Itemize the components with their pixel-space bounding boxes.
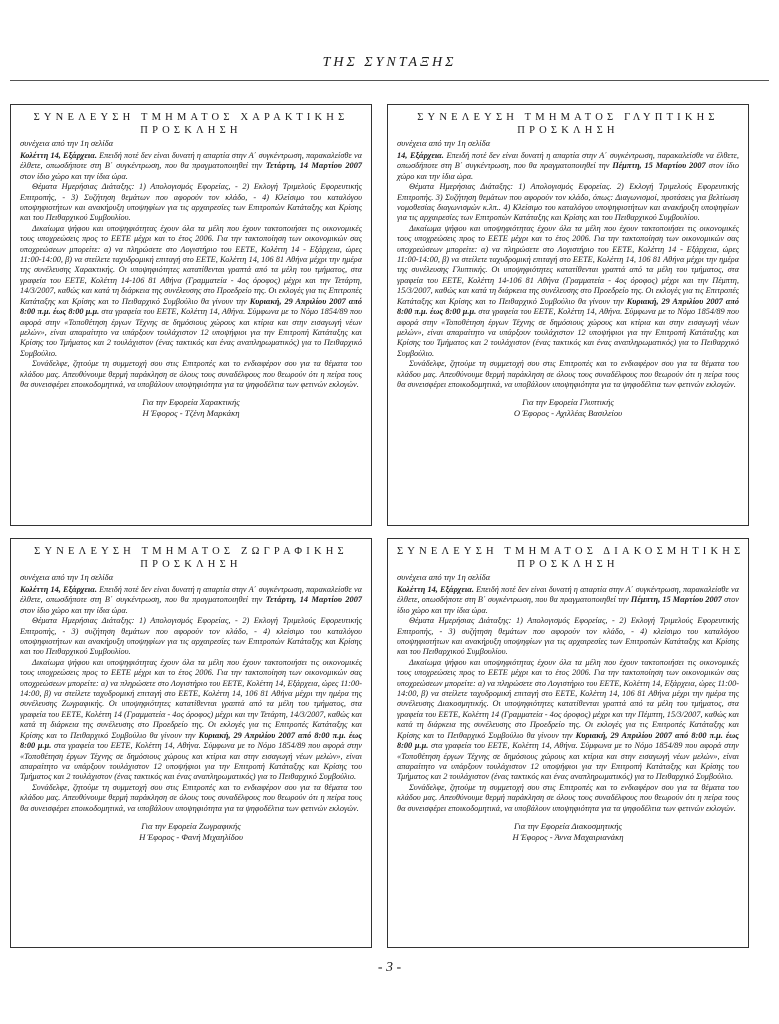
notice-subtitle: ΠΡΟΣΚΛΗΣΗ	[140, 125, 242, 136]
paragraph-text: στα γραφεία του ΕΕΤΕ, Κολέττη 14, Αθήνα. Σύμφωνα με το Νόμο 1854/89 που αφορά στην «Τοποθέτηση έργων Τέχνης σε δημόσιους χώρους και κτίρια και στην εισαγωγή νέων μελών», είναι απαραίτητο να υπάρξουν τουλάχιστον 12 υποψήφιοι για την Επιτροπή Κατάταξης και Κρίσης του Τμήματος και 2 τουλάχιστον (ένας τακτικός και ένας αναπληρωματικός) για το Πειθαρχικό Συμβούλιο.	[397, 741, 739, 782]
address-bold: Κολέττη 14, Εξάρχεια.	[397, 585, 474, 594]
meeting-date: Τετάρτη, 14 Μαρτίου 2007	[265, 161, 362, 171]
voting-paragraph	[20, 658, 362, 783]
meeting-date: Πέμπτη, 15 Μαρτίου 2007	[612, 161, 706, 171]
signature-line: Για την Εφορεία Γλυπτικής	[522, 397, 614, 408]
notice-box-sculpture	[387, 104, 749, 526]
appeal-paragraph: Συνάδελφε, ζητούμε τη συμμετοχή σου στις Επιτροπές και το ενδιαφέρον σου για τα θέματα του κλάδου μας. Απευθύνουμε θερμή παράκληση σε όλους τους συναδέλφους που θεωρούν ότι η πείρα τους θα συνεισφέρει εποικοδομητικά, να υποβάλουν υποψηφιότητα για τα ψηφοδέλτια των φετινών εκλογών.	[397, 359, 739, 389]
notice-subtitle: ΠΡΟΣΚΛΗΣΗ	[517, 559, 619, 570]
election-date: Κυριακή, 29 Απριλίου 2007 από 8:00 π.μ. έως 8:00 μ.μ.	[397, 296, 739, 317]
address-bold: 14, Εξάρχεια.	[397, 151, 444, 160]
paragraph-text: Επειδή ποτέ δεν είναι δυνατή η απαρτία στην Α΄ συγκέντρωση, παρακαλείσθε να έλθετε, οπωσδήποτε στη Β΄ συγκέντρωση, που θα πραγματοποιηθεί την	[397, 151, 739, 171]
agenda-paragraph: Θέματα Ημερήσιας Διάταξης: 1) Απολογισμός Εφορείας, - 2) Εκλογή Τριμελούς Εφορευτικής Επιτροπής, - 3) Συζήτηση θεμάτων που αφορούν τον κλάδο, - 4) Κλείσιμο του καταλόγου υποψηφιοτήτων και ανακήρυξη υποψηφίων για τις αρχαιρεσίες των Επιτροπών Κατάταξης και Κρίσης και του Πειθαρχικού Συμβουλίου.	[20, 182, 362, 223]
voting-paragraph	[397, 224, 739, 359]
election-date: Κυριακή, 29 Απριλίου 2007 από 8:00 π.μ. έως 8:00 μ.μ.	[397, 730, 739, 751]
election-date: Κυριακή, 29 Απριλίου 2007 από 8:00 π.μ. έως 8:00 μ.μ.	[20, 296, 362, 317]
notice-title: ΣΥΝΕΛΕΥΣΗ ΤΜΗΜΑΤΟΣ ΧΑΡΑΚΤΙΚΗΣ	[33, 112, 349, 123]
meeting-date: Πέμπτη, 15 Μαρτίου 2007	[630, 595, 722, 605]
header-rule	[10, 80, 769, 81]
notice-paragraph	[20, 151, 362, 182]
paragraph-text: Δικαίωμα ψήφου και υποψηφιότητας έχουν όλα τα μέλη που έχουν τακτοποιήσει τις οικονομικές τους υποχρεώσεις προς το ΕΕΤΕ μέχρι και το έτος 2006. Για την τακτοποίηση των οικονομικών σας υποχρεώσεων μπορείτε: α) να πληρώσετε στο Λογιστήριο του ΕΕΤΕ, Κολέττη 14 - Εξάρχεια, ώρες 11:00-14:00, β) να στείλετε ταχυδρομική επιταγή στο ΕΕΤΕ, Κολέττη 14, 106 81 Αθήνα μέχρι την ημέρα της συνέλευσης Γλυπτικής. Οι υποψηφιότητες κατατίθενται γραπτά από τα μέλη του τμήματος, στα γραφεία του ΕΕΤΕ, Κολέττη 14-106 81 Αθήνα (Γραμματεία - 4ος όροφος) μέχρι και την Πέμπτη, 15/3/2007, καθώς και κατά τη διάρκεια της συνέλευσης στο Προεδρείο της. Οι εκλογές για τις Επιτροπές Κατάταξης και Κρίσης και το Πειθαρχικό Συμβούλιο θα γίνουν την	[397, 223, 739, 306]
paragraph-text: Επειδή ποτέ δεν είναι δυνατή η απαρτία στην Α΄ συγκέντρωση, παρακαλείσθε να έλθετε, οπωσδήποτε στη Β΄ συγκέντρωση, που θα πραγματοποιηθεί την	[397, 585, 739, 605]
voting-paragraph	[20, 224, 362, 359]
appeal-paragraph: Συνάδελφε, ζητούμε τη συμμετοχή σου στις Επιτροπές και το ενδιαφέρον σου για τα θέματα του κλάδου μας. Απευθύνουμε θερμή παράκληση σε όλους τους συναδέλφους που θεωρούν ότι η πείρα τους θα συνεισφέρει εποικοδομητικά, να υποβάλουν υποψηφιότητα για τα ψηφοδέλτια των φετινών εκλογών.	[20, 359, 362, 389]
signature	[397, 821, 739, 843]
paragraph-text: στα γραφεία του ΕΕΤΕ, Κολέττη 14, Αθήνα. Σύμφωνα με το Νόμο 1854/89 που αφορά στην «Τοποθέτηση έργων Τέχνης σε δημόσιους χώρους και κτίρια και στην εισαγωγή νέων μελών», είναι απαραίτητο να υπάρξουν τουλάχιστον 12 υποψήφιοι για την Επιτροπή Κατάταξης και Κρίσης του Τμήματος και 2 τουλάχιστον (ένας τακτικός και ένας αναπληρωματικός) για το Πειθαρχικό Συμβούλιο.	[20, 741, 362, 782]
paragraph-text: Δικαίωμα ψήφου και υποψηφιότητας έχουν όλα τα μέλη που έχουν τακτοποιήσει τις οικονομικές τους υποχρεώσεις προς το ΕΕΤΕ μέχρι και το έτος 2006. Για την τακτοποίηση των οικονομικών σας υποχρεώσεων μπορείτε: α) να πληρώσετε στο Λογιστήριο του ΕΕΤΕ, Κολέττη 14, Εξάρχεια, ώρες 11:00-14:00, β) να στείλετε ταχυδρομική επιταγή στο ΕΕΤΕ, Κολέττη 14, 106 81 Αθήνα μέχρι την ημέρα της συνέλευσης Διακοσμητικής. Οι υποψηφιότητες κατατίθενται γραπτά από τα μέλη του τμήματος, στα γραφεία του ΕΕΤΕ, Κολέττη 14 (Γραμματεία - 4ος όροφος) μέχρι και την Πέμπτη, 15/3/2007, καθώς και κατά τη διάρκεια της συνέλευσης στο Προεδρείο της. Οι εκλογές για τις Επιτροπές Κατάταξης και Κρίσης και το Πειθαρχικό Συμβούλιο θα γίνουν την	[397, 657, 739, 740]
paragraph-text: στον ίδιο χώρο και την ίδια ώρα.	[20, 171, 128, 181]
meeting-date: Τετάρτη, 14 Μαρτίου 2007	[265, 595, 362, 605]
agenda-paragraph: Θέματα Ημερήσιας Διάταξης: 1) Απολογισμός Εφορείας, - 2) Εκλογή Τριμελούς Εφορευτικής Επιτροπής, - 3) συζήτηση θεμάτων που αφορούν τον κλάδο, - 4) κλείσιμο του καταλόγου υποψηφιοτήτων και ανακήρυξη υποψηφίων για τις αρχαιρεσίες των Επιτροπών Κατάταξης και Κρίσης και του Πειθαρχικού Συμβουλίου.	[20, 616, 362, 657]
paragraph-text: Δικαίωμα ψήφου και υποψηφιότητας έχουν όλα τα μέλη που έχουν τακτοποιήσει τις οικονομικές τους υποχρεώσεις προς το ΕΕΤΕ μέχρι και το έτος 2006. Για την τακτοποίηση των οικονομικών σας υποχρεώσεων μπορείτε: α) να πληρώσετε στο Λογιστήριο του ΕΕΤΕ, Κολέττη 14 - Εξάρχεια, ώρες 11:00-14:00, β) να στείλετε ταχυδρομική επιταγή στο ΕΕΤΕ, Κολέττη 14, 106 81 Αθήνα μέχρι την ημέρα της συνέλευσης Χαρακτικής. Οι υποψηφιότητες κατατίθενται γραπτά από τα μέλη του τμήματος, στα γραφεία του ΕΕΤΕ, Κολέττη 14-106 81 Αθήνα (Γραμματεία - 4ος όροφος) μέχρι και την Τετάρτη, 14/3/2007, καθώς και κατά τη διάρκεια της συνέλευσης στο Προεδρείο της. Οι εκλογές για τις Επιτροπές Κατάταξης και Κρίσης και το Πειθαρχικό Συμβούλιο θα γίνουν την	[20, 223, 362, 306]
page-number: - 3 -	[377, 960, 402, 975]
running-head: ΤΗΣ ΣΥΝΤΑΞΗΣ	[322, 55, 457, 70]
notice-box-painting	[10, 538, 372, 948]
paragraph-text: στον ίδιο χώρο και την ίδια ώρα.	[20, 605, 128, 615]
notice-box-engraving	[10, 104, 372, 526]
continued-note: συνέχεια από την 1η σελίδα	[397, 572, 491, 582]
signature	[20, 821, 362, 843]
signature	[397, 397, 739, 419]
notice-title: ΣΥΝΕΛΕΥΣΗ ΤΜΗΜΑΤΟΣ ΔΙΑΚΟΣΜΗΤΙΚΗΣ	[397, 546, 745, 557]
signature-name: Ο Έφορος - Αχιλλέας Βασιλείου	[513, 408, 623, 419]
address-bold: Κολέττη 14, Εξάρχεια.	[20, 585, 97, 594]
appeal-paragraph: Συνάδελφε, ζητούμε τη συμμετοχή σου στις Επιτροπές και το ενδιαφέρον σου για τα θέματα του κλάδου μας. Απευθύνουμε θερμή παράκληση σε όλους τους συναδέλφους που θεωρούν ότι η πείρα τους θα συνεισφέρει εποικοδομητικά, να υποβάλουν υποψηφιότητα για τα ψηφοδέλτια των φετινών εκλογών.	[20, 782, 362, 813]
signature-line: Για την Εφορεία Χαρακτικής	[142, 397, 240, 408]
notice-subtitle: ΠΡΟΣΚΛΗΣΗ	[140, 559, 242, 570]
paragraph-text: στα γραφεία του ΕΕΤΕ, Κολέττη 14, Αθήνα. Σύμφωνα με το Νόμο 1854/89 που αφορά στην «Τοποθέτηση έργων Τέχνης σε δημόσιους χώρους και κτίρια και στην εισαγωγή νέων μελών», είναι απαραίτητο να υπάρξουν τουλάχιστον 12 υποψήφιοι για την Επιτροπή Κατάταξης και Κρίσης του Τμήματος και 2 τουλάχιστον (ένας τακτικός και ένας αναπληρωματικός) για το Πειθαρχικό Συμβούλιο.	[397, 307, 739, 358]
appeal-paragraph: Συνάδελφε, ζητούμε τη συμμετοχή σου στις Επιτροπές και το ενδιαφέρον σου για τα θέματα του κλάδου μας. Απευθύνουμε θερμή παράκληση σε όλους τους συναδέλφους που θεωρούν ότι η πείρα τους θα συνεισφέρει εποικοδομητικά, να υποβάλουν υποψηφιότητα για τα ψηφοδέλτια των φετινών εκλογών.	[397, 782, 739, 813]
signature	[20, 397, 362, 419]
address-bold: Κολέττη 14, Εξάρχεια.	[20, 151, 97, 160]
signature-line: Για την Εφορεία Διακοσμητικής	[514, 820, 622, 831]
paragraph-text: Επειδή ποτέ δεν είναι δυνατή η απαρτία στην Α΄ συγκέντρωση, παρακαλείσθε να έλθετε, οπωσδήποτε στη Β΄ συγκέντρωση, που θα πραγματοποιηθεί την	[20, 151, 362, 171]
notice-box-decorative	[387, 538, 749, 948]
paragraph-text: στον ίδιο χώρο και την ίδια ώρα.	[397, 161, 739, 181]
paragraph-text: στα γραφεία του ΕΕΤΕ, Κολέττη 14, Αθήνα. Σύμφωνα με το Νόμο 1854/89 που αφορά στην «Τοποθέτηση έργων Τέχνης σε δημόσιους χώρους και κτίρια και στην εισαγωγή νέων μελών», είναι απαραίτητο να υπάρξουν τουλάχιστον 12 υποψήφιοι για την Επιτροπή Κατάταξης και Κρίσης του Τμήματος και 2 τουλάχιστον (ένας τακτικός και ένας αναπληρωματικός) για το Πειθαρχικό Συμβούλιο.	[20, 307, 362, 358]
notice-title: ΣΥΝΕΛΕΥΣΗ ΤΜΗΜΑΤΟΣ ΓΛΥΠΤΙΚΗΣ	[417, 112, 719, 123]
continued-note: συνέχεια από την 1η σελίδα	[20, 572, 114, 582]
agenda-paragraph: Θέματα Ημερήσιας Διάταξης: 1) Απολογισμός Εφορείας, - 2) Εκλογή Τριμελούς Εφορευτικής Επιτροπής, - 3) συζήτηση θεμάτων που αφορούν τον κλάδο, - 4) κλείσιμο του καταλόγου υποψηφιοτήτων και ανακήρυξη υποψηφίων για τις αρχαιρεσίες των Επιτροπών Κατάταξης και Κρίσης και του Πειθαρχικού Συμβουλίου.	[397, 616, 739, 657]
paragraph-text: Δικαίωμα ψήφου και υποψηφιότητας έχουν όλα τα μέλη που έχουν τακτοποιήσει τις οικονομικές τους υποχρεώσεις προς το ΕΕΤΕ μέχρι και το έτος 2006. Για την τακτοποίηση των οικονομικών σας υποχρεώσεων μπορείτε: α) να πληρώσετε στο Λογιστήριο του ΕΕΤΕ, Κολέττη 14, Εξάρχεια, ώρες 11:00-14:00, β) να στείλετε ταχυδρομική επιταγή στο ΕΕΤΕ, Κολέττη 14, 106 81 Αθήνα μέχρι την ημέρα της συνέλευσης Ζωγραφικής. Οι υποψηφιότητες κατατίθενται γραπτά από τα μέλη του τμήματος, στα γραφεία του ΕΕΤΕ, Κολέττη 14 (Γραμματεία - 4ος όροφος) μέχρι και την Τετάρτη, 14/3/2007, καθώς και κατά τη διάρκεια της συνέλευσης στο Προεδρείο της. Οι εκλογές για τις Επιτροπές Κατάταξης και Κρίσης και το Πειθαρχικό Συμβούλιο θα γίνουν την	[20, 657, 363, 740]
paragraph-text: στον ίδιο χώρο και την ίδια ώρα.	[397, 595, 739, 615]
paragraph-text: Επειδή ποτέ δεν είναι δυνατή η απαρτία στην Α΄ συγκέντρωση, παρακαλείσθε να έλθετε, οπωσδήποτε στη Β΄ συγκέντρωση, που θα πραγματοποιηθεί την	[20, 585, 362, 605]
signature-name: Η Έφορος - Άννα Μαχαιριανάκη	[512, 831, 624, 842]
continued-note: συνέχεια από την 1η σελίδα	[397, 138, 491, 148]
continued-note: συνέχεια από την 1η σελίδα	[20, 138, 114, 148]
voting-paragraph	[397, 658, 739, 783]
signature-name: Η Έφορος - Τζένη Μαρκάκη	[142, 408, 240, 419]
signature-name: Η Έφορος - Φανή Μιχαηλίδου	[139, 831, 243, 842]
notice-paragraph	[20, 585, 362, 616]
notice-title: ΣΥΝΕΛΕΥΣΗ ΤΜΗΜΑΤΟΣ ΖΩΓΡΑΦΙΚΗΣ	[34, 546, 348, 557]
agenda-paragraph: Θέματα Ημερήσιας Διάταξης: 1) Απολογισμός Εφορείας. 2) Εκλογή Τριμελούς Εφορευτικής Επιτροπής. 3) Συζήτηση θεμάτων που αφορούν τον κλάδο, όπως: Διαγωνισμοί, προτάσεις για βελτίωση νομοθεσίας διαγωνισμών κ.λπ.. 4) Κλείσιμο του καταλόγου υποψηφιοτήτων και ανακήρυξη υποψηφίων για τις αρχαιρεσίες των Επιτροπών Κατάταξης και Κρίσης και του Πειθαρχικού Συμβουλίου.	[397, 182, 739, 223]
notice-paragraph	[397, 585, 739, 616]
election-date: Κυριακή, 29 Απριλίου 2007 από 8:00 π.μ. έως 8:00 μ.μ.	[20, 730, 362, 751]
notice-paragraph	[397, 151, 739, 182]
notice-subtitle: ΠΡΟΣΚΛΗΣΗ	[517, 125, 619, 136]
signature-line: Για την Εφορεία Ζωγραφικής	[141, 820, 241, 831]
